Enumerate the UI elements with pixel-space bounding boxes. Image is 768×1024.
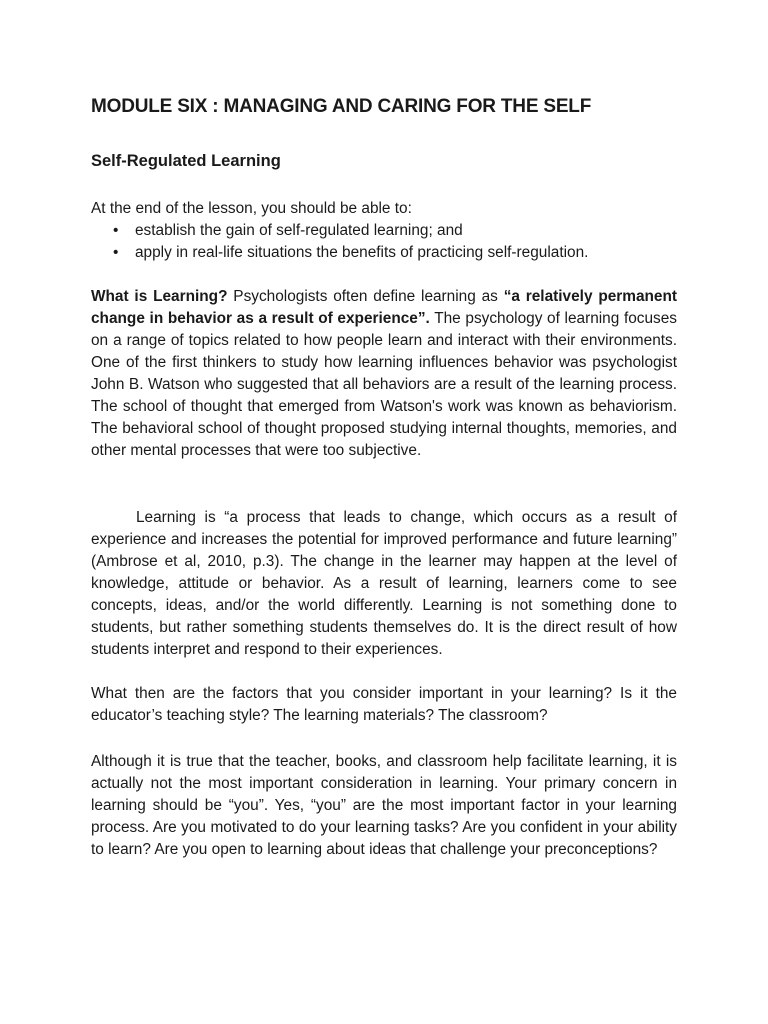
paragraph-learning-definition: Learning is “a process that leads to change, which occurs as a result of experience and increases the potential for improved performance and future learning” (Ambrose et al, 2010, p.3). The change in the learner may happen at the level of knowledge, attitude or behavior. As a result of learning, learners come to see concepts, ideas, and/or the world differently. Learning is not something done to students, but rather something students themselves do. It is the direct result of how students interpret and respond to their experiences. xyxy=(91,509,677,658)
definition-quote: “a relatively permanent change in behavior as a result of experience”. xyxy=(91,288,678,327)
paragraph-text: The psychology of learning focuses on a range of topics related to how people learn and interact with their environments. One of the first thinkers to study how learning influences behavior was psychologist John B. Watson who suggested that all behaviors are a result of the learning process. The school of thought that emerged from Watson's work was known as behaviorism. The behavioral school of thought proposed studying internal thoughts, memories, and other mental processes that were too subjective. xyxy=(91,310,677,459)
paragraph-factors-question: What then are the factors that you consider important in your learning? Is it the educator’s teaching style? The learning materials? The classroom? xyxy=(91,685,677,724)
section-title: Self-Regulated Learning xyxy=(91,152,281,170)
paragraph-lead-heading: What is Learning? xyxy=(91,288,228,305)
objectives-list xyxy=(91,220,677,264)
module-title: MODULE SIX : MANAGING AND CARING FOR THE SELF xyxy=(91,96,592,117)
objective-item xyxy=(91,220,677,242)
objective-text: apply in real-life situations the benefits of practicing self-regulation. xyxy=(135,244,589,261)
bullet-icon: • xyxy=(113,222,119,239)
bullet-icon: • xyxy=(113,244,119,261)
paragraph-what-is-learning xyxy=(91,286,677,462)
lesson-objectives xyxy=(91,198,677,264)
paragraph-you-factor: Although it is true that the teacher, books, and classroom help facilitate learning, it is actually not the most important consideration in learning. Your primary concern in learning should be “you”. Yes, “you” are the most important factor in your learning process. Are you motivated to do your learning tasks? Are you confident in your ability to learn? Are you open to learning about ideas that challenge your preconceptions? xyxy=(91,753,677,858)
objectives-lead: At the end of the lesson, you should be able to: xyxy=(91,200,412,217)
paragraph-text: Psychologists often define learning as xyxy=(227,288,504,305)
objective-text: establish the gain of self-regulated learning; and xyxy=(135,222,463,239)
objective-item xyxy=(91,242,677,264)
